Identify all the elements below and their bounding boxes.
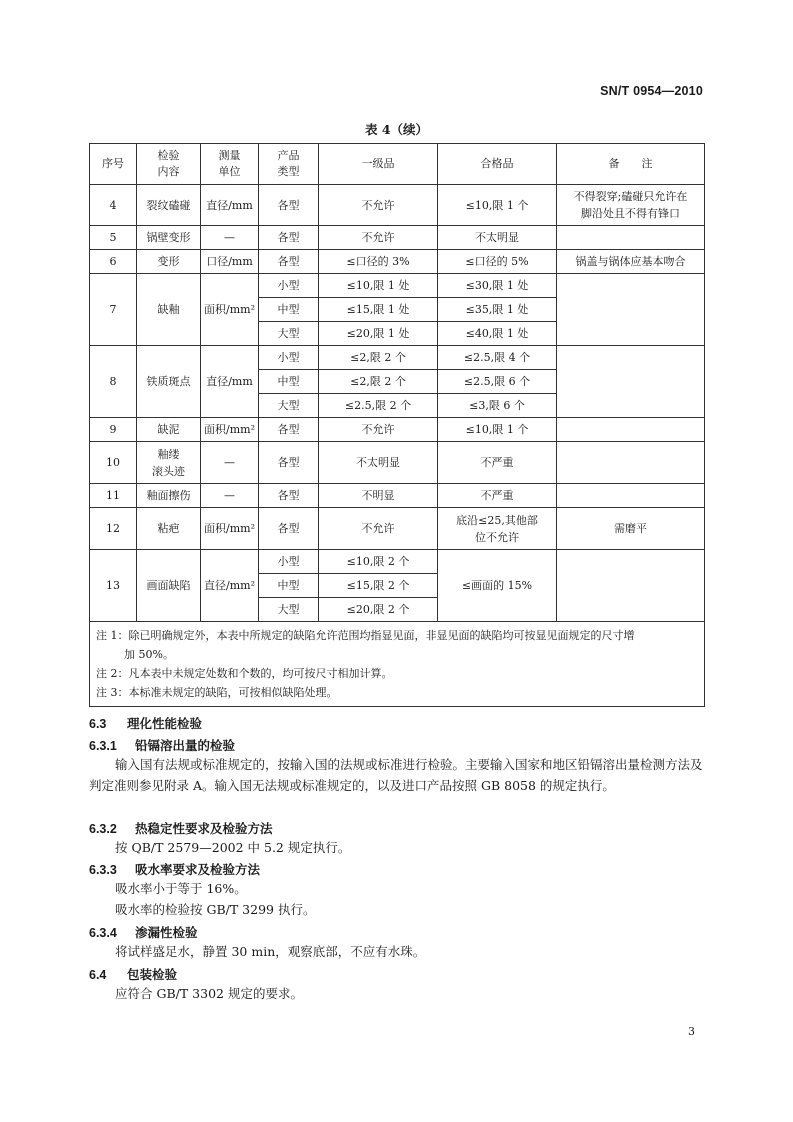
cell-first: ≤20,限 2 个 <box>319 598 438 622</box>
cell-type: 大型 <box>259 394 319 418</box>
section-heading: 6.3.1 铅镉溶出量的检验 <box>89 739 236 753</box>
table-row <box>90 550 705 574</box>
section-6-3-2 <box>89 819 705 858</box>
cell-item: 釉缕 滚头迹 <box>137 442 201 484</box>
cell-remark <box>557 442 705 484</box>
cell-unit: — <box>201 226 259 250</box>
cell-type: 中型 <box>259 574 319 598</box>
section-paragraph: 输入国有法规或标准规定的，按输入国的法规或标准进行检验。主要输入国家和地区铅镉溶出量检测方法及判定准则参见附录 A。输入国无法规或标准规定的，以及进口产品按照 GB 8058 的规定执行。 <box>89 757 703 793</box>
cell-first: ≤20,限 1 处 <box>319 322 438 346</box>
section-6-3-1 <box>89 736 705 796</box>
cell-type: 大型 <box>259 322 319 346</box>
section-paragraph: 按 QB/T 2579—2002 中 5.2 规定执行。 <box>115 840 351 855</box>
cell-remark <box>557 346 705 418</box>
cell-remark <box>557 226 705 250</box>
cell-type: 各型 <box>259 418 319 442</box>
section-6-3-3 <box>89 860 705 920</box>
header-seq: 序号 <box>90 144 137 185</box>
cell-remark: 需磨平 <box>557 508 705 550</box>
cell-item: 变形 <box>137 250 201 274</box>
section-heading: 6.3.2 热稳定性要求及检验方法 <box>89 822 273 836</box>
section-heading: 6.3.4 渗漏性检验 <box>89 926 198 940</box>
cell-item: 釉面擦伤 <box>137 484 201 508</box>
cell-item: 缺泥 <box>137 418 201 442</box>
section-paragraph: 应符合 GB/T 3302 规定的要求。 <box>115 986 303 1001</box>
cell-item: 锅壁变形 <box>137 226 201 250</box>
cell-seq: 5 <box>90 226 137 250</box>
cell-qualified: ≤35,限 1 处 <box>438 298 557 322</box>
note-1-cont: 加 50%。 <box>124 648 174 661</box>
table-row <box>90 226 705 250</box>
cell-unit: 面积/mm² <box>201 418 259 442</box>
section-paragraph: 吸水率的检验按 GB/T 3299 执行。 <box>115 902 316 917</box>
cell-remark: 锅盖与锅体应基本吻合 <box>557 250 705 274</box>
section-heading: 6.3.3 吸水率要求及检验方法 <box>89 863 261 877</box>
cell-first: ≤15,限 2 个 <box>319 574 438 598</box>
cell-qualified: 不太明显 <box>438 226 557 250</box>
cell-qualified: 底沿≤25,其他部 位不允许 <box>438 508 557 550</box>
section-heading: 6.4 包装检验 <box>89 968 178 982</box>
section-paragraph: 吸水率小于等于 16%。 <box>115 881 247 896</box>
cell-type: 大型 <box>259 598 319 622</box>
section-6-3 <box>89 714 705 732</box>
cell-qualified: ≤40,限 1 处 <box>438 322 557 346</box>
cell-qualified: ≤10,限 1 个 <box>438 185 557 226</box>
cell-type: 各型 <box>259 508 319 550</box>
cell-unit: 面积/mm² <box>201 274 259 346</box>
cell-qualified: ≤口径的 5% <box>438 250 557 274</box>
cell-remark <box>557 550 705 622</box>
cell-unit: 直径/mm² <box>201 550 259 622</box>
header-remark: 备 注 <box>557 144 705 185</box>
table-row <box>90 274 705 298</box>
cell-seq: 9 <box>90 418 137 442</box>
cell-type: 各型 <box>259 226 319 250</box>
header-first-grade: 一级品 <box>319 144 438 185</box>
cell-type: 中型 <box>259 370 319 394</box>
cell-type: 小型 <box>259 274 319 298</box>
cell-seq: 6 <box>90 250 137 274</box>
table-row <box>90 250 705 274</box>
cell-type: 各型 <box>259 442 319 484</box>
cell-first: 不明显 <box>319 484 438 508</box>
header-type: 产品 类型 <box>259 144 319 185</box>
cell-first: ≤口径的 3% <box>319 250 438 274</box>
cell-unit: 口径/mm <box>201 250 259 274</box>
table-notes <box>90 622 705 707</box>
cell-first: 不太明显 <box>319 442 438 484</box>
section-6-3-4 <box>89 923 705 962</box>
page-number: 3 <box>688 1025 695 1038</box>
section-6-4 <box>89 965 705 1004</box>
cell-seq: 11 <box>90 484 137 508</box>
note-1: 注 1：除已明确规定外，本表中所规定的缺陷允许范围均指显见面，非显见面的缺陷均可按显见面规定的尺寸增 <box>96 629 635 642</box>
cell-first: ≤10,限 2 个 <box>319 550 438 574</box>
table-title: 表 4（续） <box>364 122 429 137</box>
cell-seq: 10 <box>90 442 137 484</box>
table-row <box>90 418 705 442</box>
table-notes-row <box>90 622 705 707</box>
cell-qualified: 不严重 <box>438 442 557 484</box>
header-qualified: 合格品 <box>438 144 557 185</box>
cell-qualified: ≤10,限 1 个 <box>438 418 557 442</box>
note-2: 注 2：凡本表中未规定处数和个数的，均可按尺寸相加计算。 <box>96 667 393 680</box>
cell-first: ≤2,限 2 个 <box>319 370 438 394</box>
cell-item: 画面缺陷 <box>137 550 201 622</box>
cell-seq: 7 <box>90 274 137 346</box>
cell-qualified: ≤30,限 1 处 <box>438 274 557 298</box>
cell-type: 各型 <box>259 250 319 274</box>
cell-first: ≤15,限 1 处 <box>319 298 438 322</box>
cell-first: ≤10,限 1 处 <box>319 274 438 298</box>
note-3: 注 3：本标准未规定的缺陷，可按相似缺陷处理。 <box>96 686 338 699</box>
cell-type: 各型 <box>259 484 319 508</box>
cell-item: 铁质斑点 <box>137 346 201 418</box>
cell-first: 不允许 <box>319 418 438 442</box>
section-paragraph: 将试样盛足水，静置 30 min，观察底部，不应有水珠。 <box>115 944 426 959</box>
cell-type: 小型 <box>259 346 319 370</box>
cell-qualified: 不严重 <box>438 484 557 508</box>
cell-seq: 13 <box>90 550 137 622</box>
section-heading: 6.3 理化性能检验 <box>89 717 203 731</box>
cell-unit: — <box>201 484 259 508</box>
cell-seq: 8 <box>90 346 137 418</box>
header-unit: 测量 单位 <box>201 144 259 185</box>
cell-item: 裂纹磕碰 <box>137 185 201 226</box>
header-item: 检验 内容 <box>137 144 201 185</box>
table-row <box>90 484 705 508</box>
cell-first: 不允许 <box>319 226 438 250</box>
cell-remark <box>557 418 705 442</box>
cell-unit: 直径/mm <box>201 346 259 418</box>
cell-first: 不允许 <box>319 185 438 226</box>
cell-remark <box>557 484 705 508</box>
cell-unit: 面积/mm² <box>201 508 259 550</box>
table-row <box>90 508 705 550</box>
cell-unit: — <box>201 442 259 484</box>
cell-type: 各型 <box>259 185 319 226</box>
cell-first: 不允许 <box>319 508 438 550</box>
cell-qualified: ≤画面的 15% <box>438 550 557 622</box>
cell-remark <box>557 274 705 346</box>
cell-qualified: ≤2.5,限 4 个 <box>438 346 557 370</box>
cell-unit: 直径/mm <box>201 185 259 226</box>
table-row <box>90 346 705 370</box>
cell-qualified: ≤3,限 6 个 <box>438 394 557 418</box>
standard-code: SN/T 0954—2010 <box>600 84 703 98</box>
cell-item: 粘疤 <box>137 508 201 550</box>
cell-item: 缺釉 <box>137 274 201 346</box>
cell-seq: 4 <box>90 185 137 226</box>
table-row <box>90 442 705 484</box>
cell-qualified: ≤2.5,限 6 个 <box>438 370 557 394</box>
cell-type: 中型 <box>259 298 319 322</box>
defect-table <box>89 143 705 707</box>
table-header-row <box>90 144 705 185</box>
cell-seq: 12 <box>90 508 137 550</box>
cell-remark: 不得裂穿;磕碰只允许在 脚沿处且不得有锋口 <box>557 185 705 226</box>
cell-first: ≤2,限 2 个 <box>319 346 438 370</box>
cell-first: ≤2.5,限 2 个 <box>319 394 438 418</box>
cell-type: 小型 <box>259 550 319 574</box>
table-row <box>90 185 705 226</box>
